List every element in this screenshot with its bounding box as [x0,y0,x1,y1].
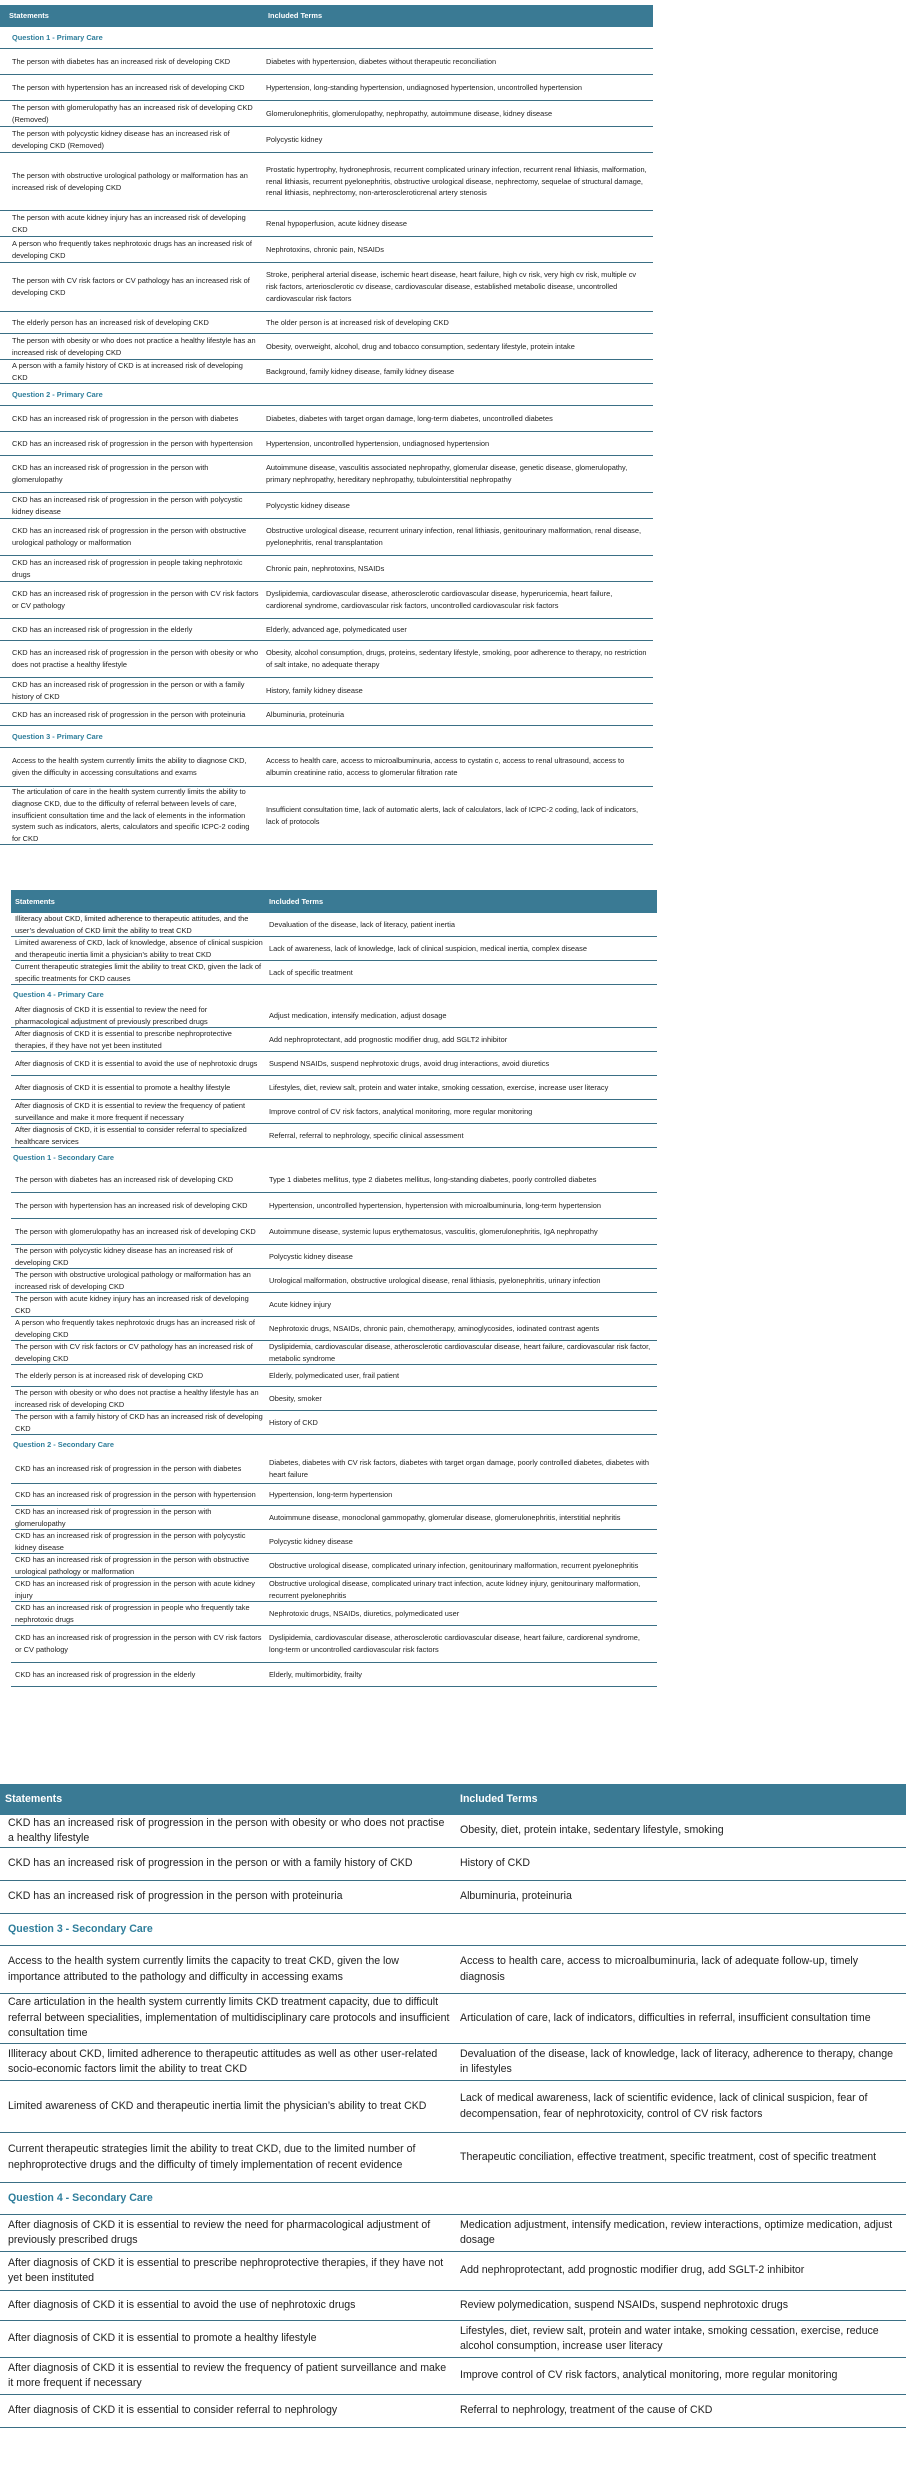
statement-cell: After diagnosis of CKD, it is essential to consider referral to specialized healthcare services [15,1124,247,1146]
statement-cell: After diagnosis of CKD it is essential to avoid the use of nephrotoxic drugs [15,1058,258,1068]
statement-cell: The person with diabetes has an increased risk of developing CKD [15,1174,234,1184]
included-terms-cell: Type 1 diabetes mellitus, type 2 diabetes mellitus, long-standing diabetes, poorly controlled diabetes [269,1174,597,1184]
table-row [11,1602,657,1626]
included-terms-cell: Obesity, alcohol consumption, drugs, proteins, sedentary lifestyle, smoking, poor adherence to therapy, no restriction of salt intake, no adequate therapy [266,648,647,669]
statement-cell: Access to the health system currently limits the capacity to treat CKD, given the low importance attributed to the pathology and difficulty in accessing exams [8,1955,399,1983]
table-row [11,1365,657,1387]
statement-cell: CKD has an increased risk of progression in the person with CV risk factors or CV pathology [15,1633,262,1654]
table-row [0,519,653,556]
table-row [11,1167,657,1193]
included-terms-cell: Elderly, multimorbidity, frailty [269,1669,362,1679]
included-terms-cell: Nephrotoxic drugs, NSAIDs, chronic pain, chemotherapy, aminoglycosides, iodinated contrast agents [269,1323,600,1333]
included-terms-cell: Renal hypoperfusion, acute kidney disease [266,218,407,228]
table-row [0,312,653,334]
included-terms-cell: Obesity, smoker [269,1393,322,1403]
statement-cell: Illiteracy about CKD, limited adherence to therapeutic attitudes as well as other user-related socio-economic factors limit the ability to treat CKD [8,2047,438,2075]
included-terms-cell: History, family kidney disease [266,685,363,695]
statement-cell: After diagnosis of CKD it is essential to consider referral to nephrology [8,2404,338,2417]
table-row [0,101,653,127]
statement-cell: CKD has an increased risk of progression in the person with proteinuria [8,1890,343,1903]
statement-cell: Care articulation in the health system currently limits CKD treatment capacity, due to difficult referral between specialities, implementation of multidisciplinary care protocols and insufficient consultation time [8,1996,450,2040]
included-terms-cell: Dyslipidemia, cardiovascular disease, atherosclerotic cardiovascular disease, hyperuricemia, heart failure, cardiorenal syndrome, cardiovascular risk factors, uncontrolled cardiovascular risk factors [266,589,613,610]
table-row [11,1554,657,1578]
included-terms-cell: Polycystic kidney disease [266,500,350,510]
statement-cell: CKD has an increased risk of progression in the person with acute kidney injury [15,1578,255,1600]
included-terms-cell: Devaluation of the disease, lack of literacy, patient inertia [269,919,455,929]
included-terms-cell: Hypertension, long-term hypertension [269,1489,393,1499]
included-terms-cell: Lifestyles, diet, review salt, protein and water intake, smoking cessation, exercise, increase user literacy [269,1082,609,1092]
statement-cell: A person with a family history of CKD is at increased risk of developing CKD [12,360,243,382]
included-terms-cell: Obesity, diet, protein intake, sedentary lifestyle, smoking [460,1824,724,1837]
statement-cell: The person with obstructive urological pathology or malformation has an increased risk of developing CKD [15,1269,251,1291]
section-heading: Question 4 - Secondary Care [0,2183,906,2215]
table-row [0,582,653,619]
statement-cell: The elderly person is at increased risk of developing CKD [15,1370,204,1380]
statement-cell: After diagnosis of CKD it is essential to review the need for pharmacological adjustment of previously prescribed drugs [15,1004,208,1026]
statement-cell: CKD has an increased risk of progression in the person with obstructive urological pathology or malformation [12,526,247,547]
included-terms-cell: Autoimmune disease, systemic lupus erythematosus, vasculitis, glomerulonephritis, IgA nephropathy [269,1226,598,1236]
statement-cell: CKD has an increased risk of progression in the person with diabetes [12,413,239,423]
section-heading: Question 3 - Secondary Care [0,1914,906,1946]
included-terms-cell: Obstructive urological disease, complicated urinary infection, genitourinary malformation, recurrent pyelonephritis [269,1560,639,1570]
included-terms-cell: Polycystic kidney disease [269,1536,353,1546]
statement-cell: The person with diabetes has an increased risk of developing CKD [12,56,231,66]
statement-cell: After diagnosis of CKD it is essential to review the frequency of patient surveillance and make it more frequent if necessary [15,1100,246,1122]
included-terms-cell: Diabetes with hypertension, diabetes without therapeutic reconciliation [266,56,497,66]
statement-cell: The person with acute kidney injury has an increased risk of developing CKD [15,1293,249,1315]
table-row [11,1663,657,1687]
included-terms-cell: History of CKD [460,1857,531,1870]
table-row [0,456,653,493]
table-row [11,1506,657,1530]
included-terms-cell: Elderly, polymedicated user, frail patient [269,1370,400,1380]
table-row [0,641,653,678]
table-row [0,1848,906,1881]
statement-cell: After diagnosis of CKD it is essential to prescribe nephroprotective therapies, if they have not yet been instituted [8,2256,444,2284]
included-terms-cell: Lack of specific treatment [269,967,353,977]
included-terms-cell: Lifestyles, diet, review salt, protein and water intake, smoking cessation, exercise, reduce alcohol consumption, increase user literacy [460,2324,879,2352]
included-terms-cell: Diabetes, diabetes with target organ damage, long-term diabetes, uncontrolled diabetes [266,413,553,423]
table-row [11,1293,657,1317]
included-terms-cell: Background, family kidney disease, family kidney disease [266,366,455,376]
included-terms-cell: Articulation of care, lack of indicators, difficulties in referral, insufficient consultation time [460,2011,871,2024]
table-row [11,1578,657,1602]
table-header [0,5,653,27]
included-terms-cell: Prostatic hypertrophy, hydronephrosis, recurrent complicated urinary infection, recurrent renal lithiasis, malformation, renal lithiasis, recurrent pyelonephritis, obstructive urological disease, nephrectomy, sequelae of structural damage, renal lithiasis, nephrectomy, non-arteroscleroticrenal artery stenosis [266,164,647,198]
included-terms-cell: Lack of awareness, lack of knowledge, lack of clinical suspicion, medical inertia, complex disease [269,943,587,953]
table-row [0,678,653,704]
table-row [11,1076,657,1100]
table-row [0,1946,906,1994]
statement-cell: After diagnosis of CKD it is essential to review the need for pharmacological adjustment of previously prescribed drugs [8,2218,431,2246]
table-row [11,1626,657,1663]
statement-cell: Current therapeutic strategies limit the ability to treat CKD, given the lack of specific treatments for CKD causes [15,961,262,983]
included-terms-cell: Access to health care, access to microalbuminuria, lack of adequate follow-up, timely diagnosis [460,1955,859,1983]
section-heading: Question 2 - Primary Care [0,384,653,406]
statement-cell: CKD has an increased risk of progression in the person with proteinuria [12,709,246,719]
included-terms-cell: Devaluation of the disease, lack of knowledge, lack of literacy, adherence to therapy, change in lifestyles [460,2047,894,2075]
statement-cell: After diagnosis of CKD it is essential to promote a healthy lifestyle [15,1082,231,1092]
section-heading: Question 2 - Secondary Care [13,1439,115,1449]
table-row [11,1269,657,1293]
table-row [11,1245,657,1269]
table-row [0,1994,906,2044]
statement-cell: CKD has an increased risk of progression in the person with CV risk factors or CV pathology [12,589,259,610]
statement-cell: CKD has an increased risk of progression in the person with glomerulopathy [12,463,209,484]
table-row [0,2252,906,2291]
terms-table-2 [11,890,657,1687]
table-row [0,2291,906,2321]
statement-cell: CKD has an increased risk of progression in the person with polycystic kidney disease [12,494,243,516]
table-row [0,127,653,153]
statement-cell: A person who frequently takes nephrotoxic drugs has an increased risk of developing CKD [15,1317,255,1339]
statement-cell: Limited awareness of CKD and therapeutic inertia limit the physician’s ability to treat CKD [8,2099,427,2112]
table-row [0,153,653,211]
table-row [0,704,653,726]
table-row [0,2358,906,2395]
statement-cell: The person with glomerulopathy has an increased risk of developing CKD (Removed) [12,102,253,124]
table-row [0,2044,906,2081]
table-row [11,1100,657,1124]
included-terms-cell: Glomerulonephritis, glomerulopathy, nephropathy, autoimmune disease, kidney disease [266,108,553,118]
statement-cell: CKD has an increased risk of progression in the person with glomerulopathy [15,1506,212,1528]
table-row [11,1317,657,1341]
included-terms-cell: Medication adjustment, intensify medication, review interactions, optimize medication, adjust dosage [460,2218,893,2246]
included-terms-cell: Polycystic kidney [266,134,323,144]
table-row [11,1028,657,1052]
statement-cell: After diagnosis of CKD it is essential to avoid the use of nephrotoxic drugs [8,2298,356,2311]
statement-cell: CKD has an increased risk of progression in the person with polycystic kidney disease [15,1530,246,1552]
included-terms-cell: Albuminuria, proteinuria [266,709,345,719]
table-row [0,2395,906,2428]
table-row [0,493,653,519]
statement-cell: The person with polycystic kidney disease has an increased risk of developing CKD [15,1245,233,1267]
table-row [11,1052,657,1076]
included-terms-cell: Acute kidney injury [269,1299,332,1309]
table-row [0,2081,906,2133]
table-header [11,890,657,913]
section-heading: Question 4 - Primary Care [13,989,104,999]
table-row [11,1341,657,1365]
statement-cell: CKD has an increased risk of progression in the person with obesity or who does not practise a healthy lifestyle [12,648,259,669]
section-heading: Question 1 - Secondary Care [13,1152,115,1162]
included-terms-cell: Obesity, overweight, alcohol, drug and tobacco consumption, sedentary lifestyle, protein intake [266,341,575,351]
included-terms-cell: Autoimmune disease, vasculitis associated nephropathy, glomerular disease, genetic disease, glomerulopathy, primary nephropathy, hereditary nephropathy, tubulointerstitial nephropathy [266,463,628,484]
statement-cell: The person with obstructive urological pathology or malformation has an increased risk of developing CKD [12,170,248,192]
table-row [11,1411,657,1435]
table-row [11,1484,657,1506]
table-row [0,237,653,263]
statement-cell: The person with CV risk factors or CV pathology has an increased risk of developing CKD [15,1341,253,1363]
table-row [11,1454,657,1484]
included-terms-cell: Improve control of CV risk factors, analytical monitoring, more regular monitoring [460,2369,838,2382]
included-terms-cell: Urological malformation, obstructive urological disease, renal lithiasis, pyelonephritis, urinary infection [269,1275,601,1285]
table-row [11,937,657,961]
included-terms-cell: Autoimmune disease, monoclonal gammopathy, glomerular disease, glomerulonephritis, interstitial nephritis [269,1512,621,1522]
statement-cell: CKD has an increased risk of progression in people who frequently take nephrotoxic drugs [15,1602,250,1624]
table-row [0,334,653,360]
statement-cell: The person with polycystic kidney disease has an increased risk of developing CKD (Removed) [12,128,230,150]
included-terms-cell: Dyslipidemia, cardiovascular disease, atherosclerotic cardiovascular disease, heart failure, cardiorenal syndrome, long-term or uncontrolled cardiovascular risk factors [269,1633,640,1654]
included-terms-cell: Nephrotoxic drugs, NSAIDs, diuretics, polymedicated user [269,1608,460,1618]
statement-cell: The person with glomerulopathy has an increased risk of developing CKD [15,1226,256,1236]
column-header-included-terms: Included Terms [268,11,323,21]
statement-cell: The person with a family history of CKD has an increased risk of developing CKD [15,1411,263,1433]
statement-cell: CKD has an increased risk of progression in the person or with a family history of CKD [8,1857,413,1870]
section-heading: Question 3 - Primary Care [0,726,653,748]
included-terms-cell: Improve control of CV risk factors, analytical monitoring, more regular monitoring [269,1106,533,1116]
statement-cell: CKD has an increased risk of progression in the elderly [15,1669,196,1679]
included-terms-cell: Review polymedication, suspend NSAIDs, suspend nephrotoxic drugs [460,2298,788,2311]
included-terms-cell: Nephrotoxins, chronic pain, NSAIDs [266,244,384,254]
included-terms-cell: Referral, referral to nephrology, specific clinical assessment [269,1130,464,1140]
included-terms-cell: Add nephroprotectant, add prognostic modifier drug, add SGLT-2 inhibitor [460,2264,805,2277]
included-terms-cell: The older person is at increased risk of developing CKD [266,317,449,327]
statement-cell: The elderly person has an increased risk of developing CKD [12,317,209,327]
statement-cell: The articulation of care in the health system currently limits the ability to diagnose CKD, due to the difficulty of referral between levels of care, insufficient consultation time and the lack of elements in the information system such as indicators, alerts, calculators and specific ICPC-2 coding for CKD [12,787,250,844]
statement-cell: CKD has an increased risk of progression in the person with obstructive urological pathology or malformation [15,1554,250,1576]
included-terms-cell: Obstructive urological disease, complicated urinary tract infection, acute kidney injury, genitourinary malformation, recurrent pyelonephritis [269,1578,641,1600]
statement-cell: The person with hypertension has an increased risk of developing CKD [12,82,245,92]
included-terms-cell: Access to health care, access to microalbuminuria, access to cystatin c, access to renal ultrasound, access to albumin creatinine ratio, access to glomerular filtration rate [266,756,625,777]
included-terms-cell: Insufficient consultation time, lack of automatic alerts, lack of calculators, lack of ICPC-2 coding, lack of indicators, lack of protocols [266,804,639,826]
statement-cell: After diagnosis of CKD it is essential to promote a healthy lifestyle [8,2332,317,2345]
table-header [0,1784,906,1815]
included-terms-cell: Hypertension, long-standing hypertension, undiagnosed hypertension, uncontrolled hypertension [266,82,582,92]
table-row [0,2321,906,2358]
included-terms-cell: Hypertension, uncontrolled hypertension, undiagnosed hypertension [266,438,490,448]
table-row [0,406,653,432]
table-row [0,748,653,787]
included-terms-cell: Obstructive urological disease, recurrent urinary infection, renal lithiasis, genitourinary malformation, renal disease, pyelonephritis, renal transplantation [266,526,642,547]
statement-cell: Limited awareness of CKD, lack of knowledge, absence of clinical suspicion and therapeutic inertia limit a physician’s ability to treat CKD [15,937,263,959]
included-terms-cell: Therapeutic conciliation, effective treatment, specific treatment, cost of specific treatment [460,2150,877,2163]
included-terms-cell: Elderly, advanced age, polymedicated user [266,624,407,634]
statement-cell: The person with obesity or who does not practice a healthy lifestyle has an increased risk of developing CKD [12,335,256,357]
included-terms-cell: Lack of medical awareness, lack of scientific evidence, lack of clinical suspicion, fear of decompensation, fear of nephrotoxicity, control of CV risk factors [460,2092,868,2120]
statement-cell: CKD has an increased risk of progression in the person with obesity or who does not practise a healthy lifestyle [8,1816,445,1844]
statement-cell: The person with obesity or who does not practise a healthy lifestyle has an increased risk of developing CKD [15,1387,259,1409]
statement-cell: The person with acute kidney injury has an increased risk of developing CKD [12,212,246,234]
table-row [11,1193,657,1219]
statement-cell: The person with hypertension has an increased risk of developing CKD [15,1200,248,1210]
table-row [11,1387,657,1411]
included-terms-cell: Stroke, peripheral arterial disease, ischemic heart disease, heart failure, high cv risk, very high cv risk, multiple cv risk factors, arteriosclerotic cv disease, cardiovascular disease, established metabolic disease, uncontrolled cardiovascular risk factors [266,270,637,303]
column-header-included-terms: Included Terms [460,1792,538,1805]
column-header-statements: Statements [15,896,55,906]
table-row [0,556,653,582]
table-row [0,619,653,641]
included-terms-cell: Chronic pain, nephrotoxins, NSAIDs [266,563,385,573]
table-row [0,211,653,237]
terms-table-1 [0,5,653,845]
included-terms-cell: Referral to nephrology, treatment of the cause of CKD [460,2404,713,2417]
statement-cell: CKD has an increased risk of progression in the person with hypertension [12,438,253,448]
table-row [0,49,653,75]
statement-cell: CKD has an increased risk of progression in the elderly [12,624,193,634]
table-row [0,2215,906,2252]
terms-table-3 [0,1784,906,2428]
table-row [0,432,653,456]
included-terms-cell: Suspend NSAIDs, suspend nephrotoxic drugs, avoid drug interactions, avoid diuretics [269,1058,550,1068]
statement-cell: Current therapeutic strategies limit the ability to treat CKD, due to the limited number of nephroprotective drugs and the difficulty of timely implementation of recent evidence [8,2143,416,2171]
table-row [0,2133,906,2183]
table-row [11,1004,657,1028]
statement-cell: Access to the health system currently limits the ability to diagnose CKD, given the difficulty in accessing consultations and exams [12,756,247,777]
column-header-statements: Statements [5,1792,63,1805]
table-row [11,1530,657,1554]
table-row [11,961,657,985]
column-header-included-terms: Included Terms [269,896,324,906]
included-terms-cell: Add nephroprotectant, add prognostic modifier drug, add SGLT2 inhibitor [269,1034,508,1044]
table-row [11,1124,657,1148]
table-row [0,787,653,845]
included-terms-cell: Adjust medication, intensify medication, adjust dosage [269,1010,447,1020]
table-row [0,263,653,312]
statement-cell: CKD has an increased risk of progression in people taking nephrotoxic drugs [12,557,243,579]
table-row [11,1219,657,1245]
included-terms-cell: Dyslipidemia, cardiovascular disease, atherosclerotic cardiovascular disease, heart failure, cardiovascular risk factor, metabolic syndrome [269,1341,651,1363]
table-row [0,1815,906,1848]
included-terms-cell: Albuminuria, proteinuria [460,1890,572,1903]
statement-cell: CKD has an increased risk of progression in the person with hypertension [15,1489,256,1499]
table-row [0,360,653,384]
statement-cell: A person who frequently takes nephrotoxic drugs has an increased risk of developing CKD [12,238,252,260]
statement-cell: Illiteracy about CKD, limited adherence to therapeutic attitudes, and the user’s devaluation of CKD limit the ability to treat CKD [15,913,249,935]
table-row [0,1881,906,1914]
table-row [0,75,653,101]
included-terms-cell: History of CKD [269,1417,318,1427]
included-terms-cell: Diabetes, diabetes with CV risk factors, diabetes with target organ damage, poorly controlled diabetes, diabetes with heart failure [269,1457,650,1479]
statement-cell: CKD has an increased risk of progression in the person with diabetes [15,1463,242,1473]
included-terms-cell: Hypertension, uncontrolled hypertension, hypertension with microalbuminuria, long-term hypertension [269,1200,601,1210]
statement-cell: CKD has an increased risk of progression in the person or with a family history of CKD [12,679,245,701]
statement-cell: After diagnosis of CKD it is essential to review the frequency of patient surveillance and make it more frequent if necessary [8,2361,447,2389]
statement-cell: The person with CV risk factors or CV pathology has an increased risk of developing CKD [12,276,250,297]
column-header-statements: Statements [9,11,49,21]
statement-cell: After diagnosis of CKD it is essential to prescribe nephroprotective therapies, if they have not yet been instituted [15,1028,232,1050]
section-heading: Question 1 - Primary Care [0,27,653,49]
included-terms-cell: Polycystic kidney disease [269,1251,353,1261]
table-row [11,913,657,937]
